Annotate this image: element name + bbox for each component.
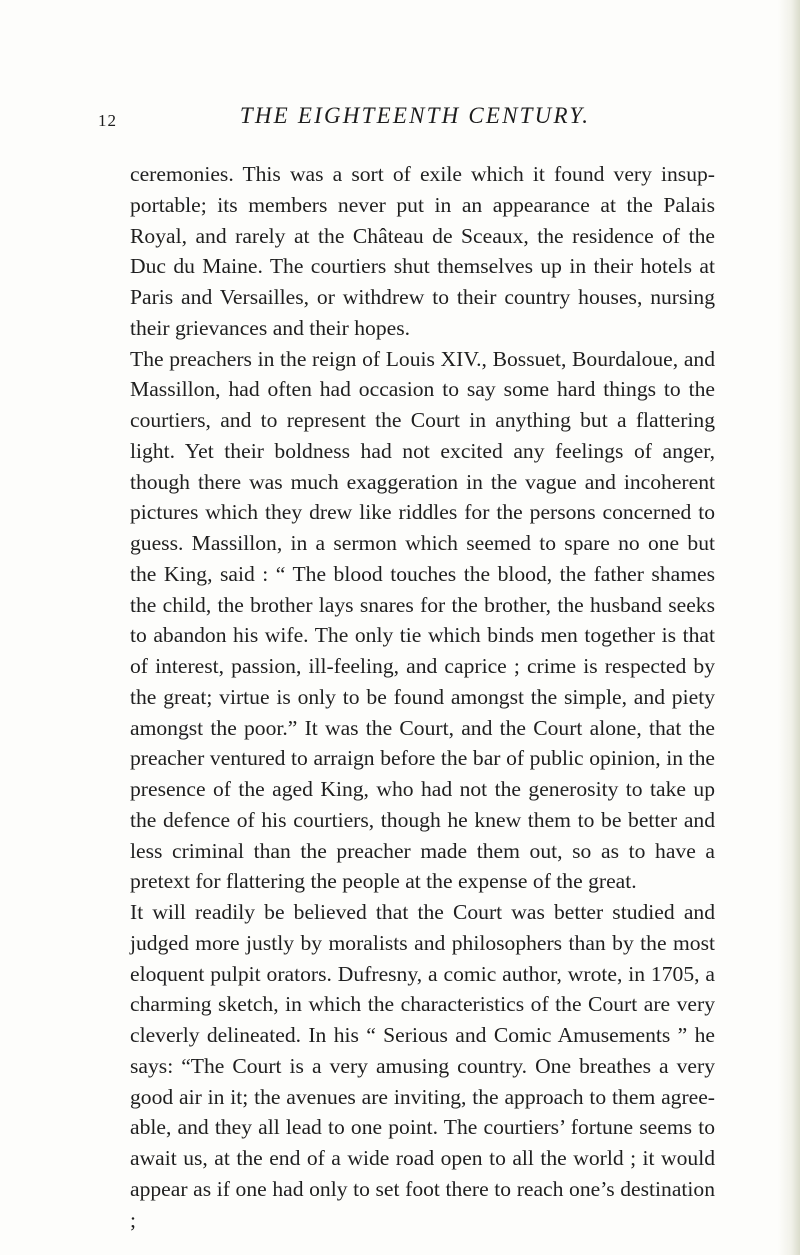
running-header: [98, 103, 718, 137]
paragraph: ceremonies. This was a sort of exile which it found very insup-portable; its members never put in an appearance at the Palais Royal, and rarely at the Château de Sceaux, the residence of the Duc du Maine. The courtiers shut themselves up in their hotels at Paris and Versailles, or withdrew to their country houses, nursing their grievances and their hopes.: [130, 162, 715, 340]
page-number: 12: [98, 111, 117, 130]
body-text: [130, 159, 715, 1235]
paragraph: The preachers in the reign of Louis XIV., Bossuet, Bourdaloue, and Massillon, had often had occasion to say some hard things to the courtiers, and to represent the Court in anything but a flattering light. Yet their boldness had not excited any feelings of anger, though there was much exaggeration in the vague and incoherent pictures which they drew like riddles for the persons concerned to guess. Massillon, in a sermon which seemed to spare no one but the King, said : “ The blood touches the blood, the father shames the child, the brother lays snares for the brother, the husband seeks to abandon his wife. The only tie which binds men together is that of interest, passion, ill-feeling, and caprice ; crime is respected by the great; virtue is only to be found amongst the simple, and piety amongst the poor.” It was the Court, and the Court alone, that the preacher ventured to arraign before the bar of public opinion, in the presence of the aged King, who had not the generosity to take up the defence of his courtiers, though he knew them to be better and less criminal than the preacher made them out, so as to have a pretext for flattering the people at the expense of the great.: [130, 346, 715, 894]
page-edge-shading: [778, 0, 800, 1255]
paragraph: It will readily be believed that the Court was better studied and judged more justly by moralists and philosophers than by the most eloquent pulpit orators. Dufresny, a comic author, wrote, in 1705, a charming sketch, in which the characteristics of the Court are very cleverly delineated. In his “ Serious and Comic Amusements ” he says: “The Court is a very amusing country. One breathes a very good air in it; the avenues are inviting, the approach to them agree-able, and they all lead to one point. The courtiers’ fortune seems to await us, at the end of a wide road open to all the world ; it would appear as if one had only to set foot there to reach one’s destination ;: [130, 900, 715, 1232]
running-title: THE EIGHTEENTH CENTURY.: [239, 103, 591, 128]
